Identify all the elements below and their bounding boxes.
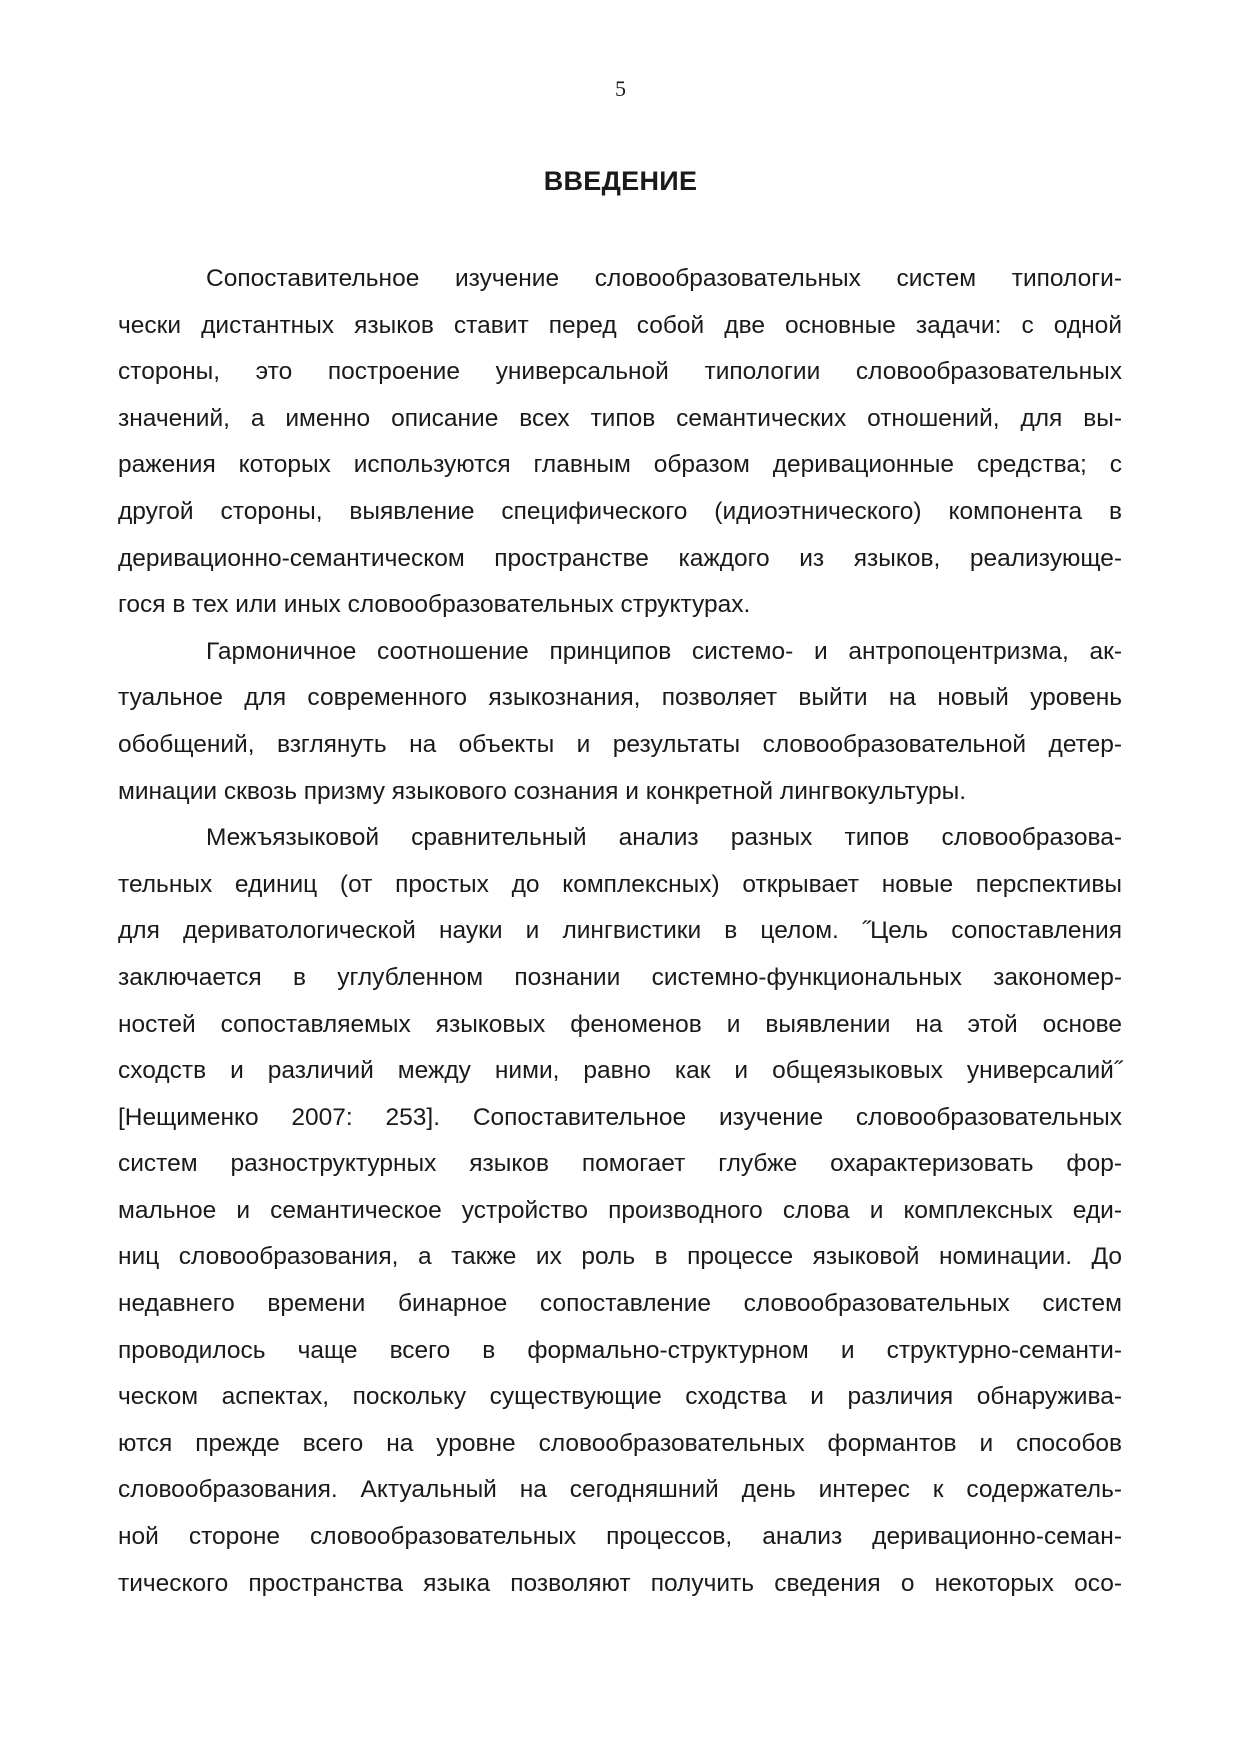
text-line: Межъязыковой сравнительный анализ разных типов словообразова-	[206, 824, 1122, 852]
text-line: ражения которых используются главным образом деривационные средства; с	[118, 451, 1122, 479]
text-line: гося в тех или иных словообразовательных структурах.	[118, 591, 751, 619]
text-line: Гармоничное соотношение принципов системо- и антропоцентризма, ак-	[206, 637, 1122, 665]
text-line: ной стороне словообразовательных процессов, анализ деривационно-семан-	[118, 1523, 1122, 1551]
text-line: значений, а именно описание всех типов семантических отношений, для вы-	[118, 404, 1122, 432]
text-line: туальное для современного языкознания, позволяет выйти на новый уровень	[118, 684, 1122, 712]
text-line: деривационно-семантическом пространстве каждого из языков, реализующе-	[118, 544, 1122, 572]
text-line: ностей сопоставляемых языковых феноменов и выявлении на этой основе	[118, 1010, 1122, 1038]
text-line: ческом аспектах, поскольку существующие сходства и различия обнаружива-	[118, 1383, 1122, 1411]
section-title: ВВЕДЕНИЕ	[543, 166, 698, 196]
page-number: 5	[615, 76, 626, 101]
text-line: другой стороны, выявление специфического (идиоэтнического) компонента в	[118, 497, 1122, 525]
text-line: сходств и различий между ними, равно как и общеязыковых универсалий˝	[118, 1057, 1122, 1085]
text-line: тического пространства языка позволяют получить сведения о некоторых осо-	[118, 1569, 1122, 1597]
text-line: словообразования. Актуальный на сегодняшний день интерес к содержатель-	[118, 1476, 1122, 1504]
text-line: минации сквозь призму языкового сознания и конкретной лингвокультуры.	[118, 777, 967, 805]
text-line: ются прежде всего на уровне словообразовательных формантов и способов	[118, 1429, 1122, 1457]
body-text	[118, 256, 1122, 1607]
text-line: стороны, это построение универсальной типологии словообразовательных	[118, 358, 1122, 386]
text-line: заключается в углубленном познании системно-функциональных закономер-	[118, 963, 1122, 991]
text-line: проводилось чаще всего в формально-структурном и структурно-семанти-	[118, 1336, 1122, 1364]
text-line: мальное и семантическое устройство производного слова и комплексных еди-	[118, 1196, 1122, 1224]
text-line: систем разноструктурных языков помогает глубже охарактеризовать фор-	[118, 1150, 1122, 1178]
text-line: Сопоставительное изучение словообразовательных систем типологи-	[206, 265, 1122, 292]
text-line: [Нещименко 2007: 253]. Сопоставительное изучение словообразовательных	[118, 1103, 1122, 1131]
text-line: тельных единиц (от простых до комплексных) открывает новые перспективы	[118, 870, 1122, 898]
text-line: для дериватологической науки и лингвистики в целом. ˝Цель сопоставления	[118, 917, 1122, 945]
text-line: недавнего времени бинарное сопоставление словообразовательных систем	[118, 1290, 1122, 1318]
text-line: чески дистантных языков ставит перед собой две основные задачи: с одной	[118, 311, 1122, 339]
text-line: ниц словообразования, а также их роль в процессе языковой номинации. До	[118, 1243, 1122, 1271]
text-line: обобщений, взглянуть на объекты и результаты словообразовательной детер-	[118, 730, 1122, 758]
